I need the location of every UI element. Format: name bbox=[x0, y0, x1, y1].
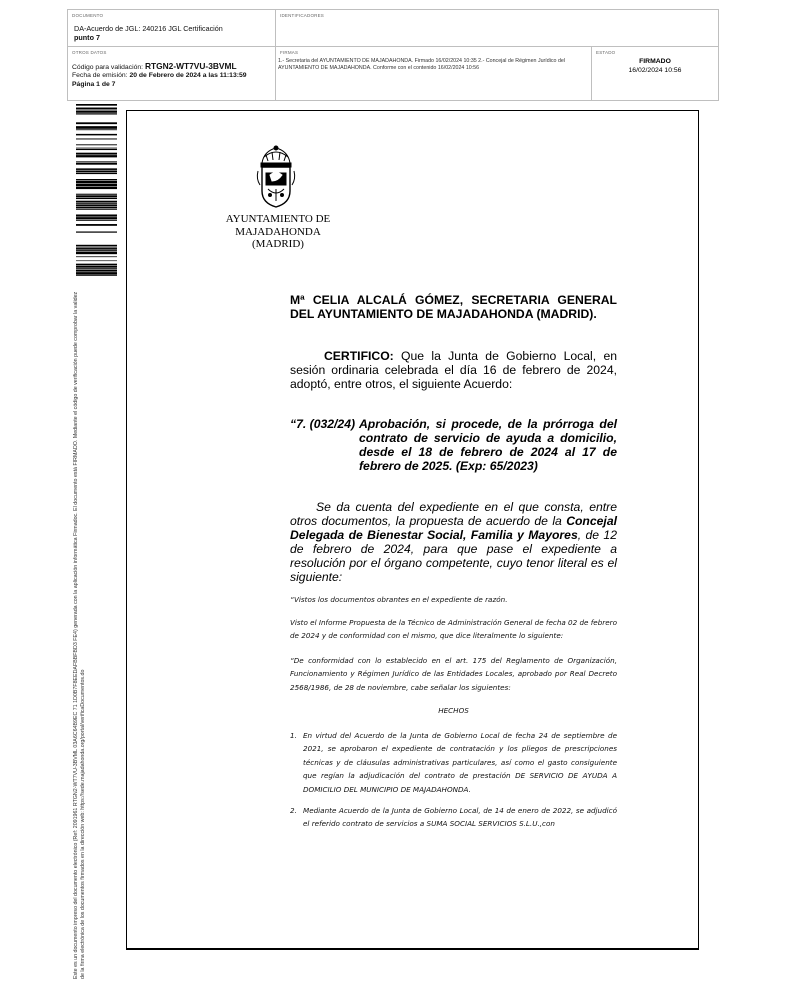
barcode-bar bbox=[76, 204, 117, 206]
letterhead-line-3: (MADRID) bbox=[252, 238, 304, 250]
barcode-bar bbox=[76, 161, 117, 162]
identificadores-cell bbox=[276, 10, 718, 47]
se-concejal: Concejal Delegada de Bienestar Social, Familia y Mayores bbox=[290, 514, 617, 542]
estado-value: FIRMADO bbox=[639, 58, 671, 65]
documento-label: DOCUMENTO bbox=[72, 13, 104, 18]
quote-visto-informe: Visto el Informe Propuesta de la Técnico de Administración General de fecha 02 de febrero de 2024 y de conformidad con el mismo, que dice literalmente lo siguiente: bbox=[290, 618, 618, 641]
barcode-bar bbox=[76, 122, 117, 124]
barcode-bar bbox=[76, 275, 117, 276]
barcode-bar bbox=[76, 270, 117, 272]
document-header-table bbox=[67, 9, 719, 101]
barcode-bar bbox=[76, 272, 117, 275]
firmas-text: 1.- Secretaria del AYUNTAMIENTO DE MAJADAHONDA. Firmado 16/02/2024 10:35 2.- Concejal de Régimen Jurídico del AYUNTAMIENTO DE MAJADAHONDA. Conforme con el contenido 16/02/2024 10:56 bbox=[278, 58, 566, 71]
certifico-text: Que la Junta de Gobierno Local, en sesión ordinaria celebrada el día 16 de febrero de 2024, adoptó, entre otros, el siguiente Acuerdo: bbox=[290, 349, 617, 391]
barcode-bar bbox=[76, 134, 117, 136]
list-item-text: En virtud del Acuerdo de la Junta de Gobierno Local de fecha 24 de septiembre de 2021, se aprobaron el expediente de contratación y los pliegos de prescripciones técnicas y de cláusulas administrativas particulares, así como el gasto consiguiente que regían la adjudicación del contrato de prestación DE SERVICIO DE AYUDA A DOMICILIO DEL MUNICIPIO DE MAJADAHONDA. bbox=[303, 731, 617, 794]
list-item-text: Mediante Acuerdo de la Junta de Gobierno Local, de 14 de enero de 2022, se adjudicó el referido contrato de servicios a SUMA SOCIAL SERVICIOS S.L.U.,con bbox=[303, 806, 617, 829]
barcode-bar bbox=[76, 138, 117, 139]
barcode-bar bbox=[76, 214, 117, 216]
ayuntamiento-letterhead bbox=[214, 213, 342, 251]
barcode-bar bbox=[76, 163, 117, 165]
barcode-bar bbox=[76, 231, 117, 232]
quote-conformidad: “De conformidad con lo establecido en el art. 175 del Reglamento de Organización, Funcionamiento y Régimen Jurídico de las Entidades Locales, aprobado por Real Decreto 2568/1986, de 28 de noviembre, cabe señalar los siguientes: bbox=[290, 656, 617, 692]
fecha-value: 20 de Febrero de 2024 a las 11:13:59 bbox=[129, 72, 247, 79]
barcode-bar bbox=[76, 220, 117, 221]
estado-cell bbox=[592, 47, 718, 100]
documento-line-1: DA-Acuerdo de JGL: 240216 JGL Certificación bbox=[74, 24, 223, 33]
firmas-cell bbox=[276, 47, 592, 100]
certifico-label: CERTIFICO: bbox=[324, 349, 394, 363]
side-verification-text: Este es un documento impreso del documento electrónico (Ref: 2091961 RTGN2-WT7VU-3BVML 03A6C64B9EC 71 1D0B7F8EEDAFBBFBD3 FE4) generada con la aplicación informática Firmadoc. El documento está FIRMADO. Mediante el código de verificación puede comprobar la validez de la firma electrónica de los documentos firmados en la dirección web: https://sede.majadahonda.org/portal/verificaDocumentos.do bbox=[73, 291, 86, 979]
barcode-bar bbox=[76, 110, 117, 111]
identificadores-label: IDENTIFICADORES bbox=[280, 13, 325, 18]
fecha-emision bbox=[72, 72, 247, 79]
letterhead-line-1: AYUNTAMIENTO DE bbox=[225, 213, 331, 225]
barcode-bar bbox=[76, 187, 117, 189]
barcode-bar bbox=[76, 179, 117, 180]
barcode-bar bbox=[76, 173, 117, 175]
estado-label: ESTADO bbox=[596, 50, 616, 55]
barcode-bar bbox=[76, 144, 117, 145]
barcode-bar bbox=[76, 264, 117, 266]
barcode-bar bbox=[76, 198, 117, 199]
documento-line-2: punto 7 bbox=[74, 33, 100, 42]
barcode-bar bbox=[76, 113, 117, 114]
barcode-bar bbox=[76, 247, 117, 248]
barcode-image bbox=[76, 104, 117, 276]
codigo-validacion bbox=[72, 61, 237, 71]
agenda-point-number: “7. (032/24) bbox=[290, 417, 356, 431]
barcode-bar bbox=[76, 250, 117, 251]
barcode-bar bbox=[76, 104, 117, 106]
barcode-bar bbox=[76, 153, 117, 155]
barcode-bar bbox=[76, 129, 117, 130]
barcode-bar bbox=[76, 206, 117, 208]
barcode-bar bbox=[76, 155, 117, 157]
barcode-bar bbox=[76, 209, 117, 210]
barcode-bar bbox=[76, 217, 117, 219]
barcode-bar bbox=[76, 256, 117, 257]
list-item-number: 1. bbox=[290, 731, 297, 740]
certifico-paragraph bbox=[290, 349, 617, 391]
barcode-bar bbox=[76, 108, 117, 110]
letterhead-line-2: MAJADAHONDA bbox=[235, 225, 321, 238]
barcode-bar bbox=[76, 126, 117, 129]
estado-date: 16/02/2024 10:56 bbox=[628, 67, 682, 74]
barcode-bar bbox=[76, 203, 117, 204]
barcode-bar bbox=[76, 194, 117, 195]
barcode-bar bbox=[76, 268, 117, 269]
se-da-cuenta-paragraph bbox=[290, 500, 617, 584]
barcode-bar bbox=[76, 181, 117, 183]
hechos-heading: HECHOS bbox=[438, 706, 469, 715]
barcode-bar bbox=[76, 195, 117, 197]
codigo-value: RTGN2-WT7VU-3BVML bbox=[144, 61, 237, 71]
barcode-bar bbox=[76, 148, 117, 149]
otros-datos-label: OTROS DATOS bbox=[72, 50, 107, 55]
pagina-info: Página 1 de 7 bbox=[72, 81, 116, 88]
documento-cell bbox=[68, 10, 276, 47]
secretary-heading: Mª CELIA ALCALÁ GÓMEZ, SECRETARIA GENERAL DEL AYUNTAMIENTO DE MAJADAHONDA (MADRID). bbox=[290, 293, 617, 321]
barcode-bar bbox=[76, 184, 117, 187]
barcode-bar bbox=[76, 252, 117, 254]
codigo-label: Código para validación: bbox=[72, 64, 145, 71]
barcode-bar bbox=[76, 111, 117, 113]
barcode-bar bbox=[76, 170, 117, 172]
barcode-bar bbox=[76, 248, 117, 250]
otros-datos-cell bbox=[68, 47, 276, 100]
coat-of-arms-logo bbox=[254, 145, 298, 211]
quote-vistos: “Vistos los documentos obrantes en el expediente de razón. bbox=[290, 595, 508, 604]
list-item-number: 2. bbox=[290, 806, 297, 815]
fecha-label: Fecha de emisión: bbox=[72, 72, 130, 79]
barcode-bar bbox=[76, 245, 117, 247]
firmas-label: FIRMAS bbox=[280, 50, 299, 55]
se-part-1: Se da cuenta del expediente en el que consta, entre otros documentos, la propuesta de acuerdo de la bbox=[290, 500, 617, 528]
barcode-bar bbox=[76, 224, 117, 226]
barcode-bar bbox=[76, 168, 117, 170]
barcode-bar bbox=[76, 260, 117, 261]
barcode-bar bbox=[76, 266, 117, 268]
barcode-bar bbox=[76, 149, 117, 150]
se-part-2: , de 12 de febrero de 2024, para que pase el expediente a resolución por el órgano competente, cuyo tenor literal es el siguiente: bbox=[290, 528, 617, 584]
barcode-bar bbox=[76, 201, 117, 203]
agenda-point-title: Aprobación, si procede, de la prórroga del contrato de servicio de ayuda a domicilio, desde el 18 de febrero de 2024 al 17 de febrero de 2025. (Exp: 65/2023) bbox=[359, 417, 617, 473]
